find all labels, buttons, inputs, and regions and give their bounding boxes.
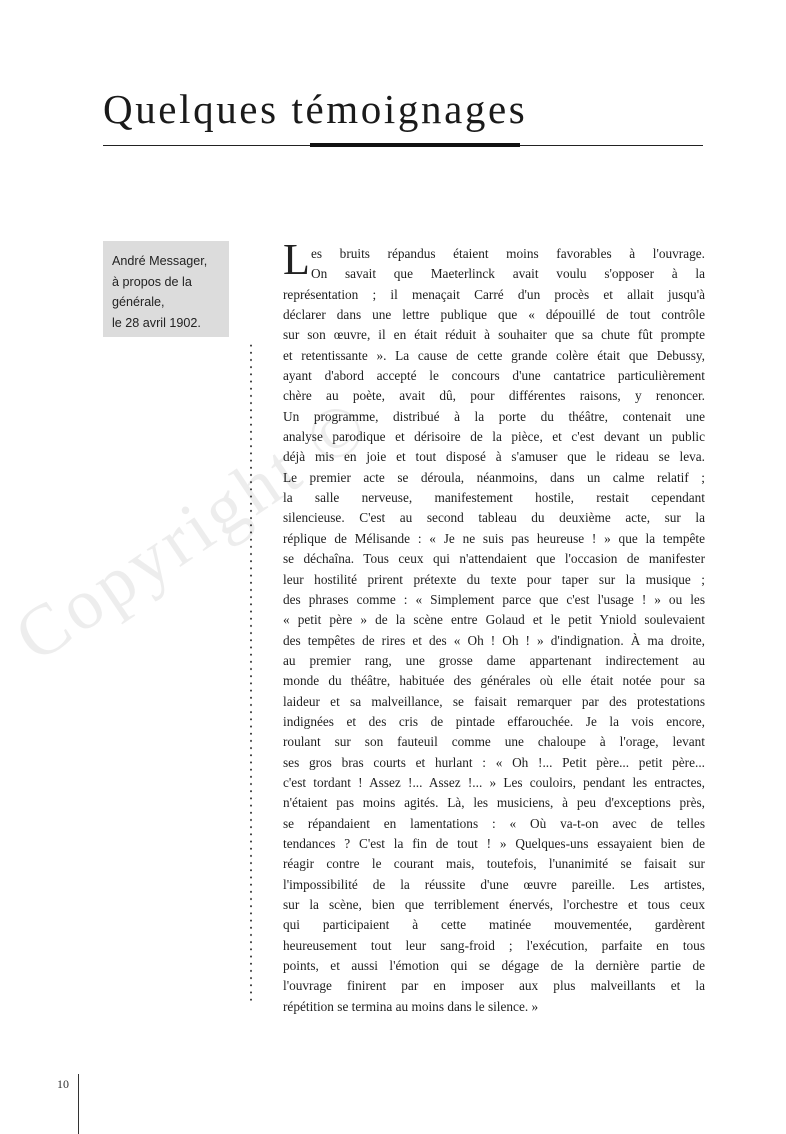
article-line: sur la scène, bien que terriblement énervés, l'orchestre et tous ceux	[283, 897, 705, 912]
article-line: déjà mis en joie et tout disposé à s'amuser que le rideau se leva.	[283, 449, 705, 465]
dotted-divider	[249, 342, 253, 1002]
page-number-rule	[78, 1074, 79, 1134]
article-line: se déchaîna. Tous ceux qui n'attendaient que l'occasion de manifester	[283, 551, 705, 567]
article-line: tendances ? C'est la fin de tout ! » Quelques-uns essayaient bien de	[283, 835, 705, 851]
article-line: répétition se termina au moins dans le silence. »	[283, 998, 539, 1014]
article-line: indignées et des cris de pintade effarouchée. Je la vois encore,	[283, 713, 705, 729]
article-line: sur son œuvre, il en était réduit à souhaiter que sa chute fût prompte	[283, 327, 705, 343]
article-line: monde du théâtre, habituée des générales où elle était notée pour sa	[283, 673, 705, 689]
article-line: des phrases comme : « Simplement parce que c'est l'usage ! » ou les	[283, 591, 705, 607]
article-line: déclarer dans une lettre publique que « dépouillé de tout contrôle	[283, 307, 705, 323]
attribution-line: le 28 avril 1902.	[112, 315, 201, 330]
article-line: représentation ; il menaçait Carré d'un procès et allait jusqu'à	[283, 286, 705, 302]
article-line: au premier rang, une grosse dame appartenant indirectement au	[283, 652, 705, 668]
article-line: la salle nerveuse, manifestement hostile, restait cependant	[283, 490, 705, 506]
article-line: leur hostilité prirent prétexte du texte pour taper sur la musique ;	[283, 571, 705, 587]
article-line: se répandaient en lamentations : « Où va-t-on avec de telles	[283, 815, 705, 831]
article-line: n'étaient pas moins agités. Là, les musiciens, à peu d'exceptions près,	[283, 795, 705, 811]
article-line: et retentissante ». La cause de cette grande colère était que Debussy,	[283, 347, 705, 363]
article-line: roulant sur son fauteuil comme une chaloupe à l'orage, levant	[283, 734, 705, 750]
article-line: réplique de Mélisande : « Je ne suis pas heureuse ! » que la tempête	[283, 530, 705, 546]
article-line: ses gros bras courts et hurlant : « Oh !... Petit père... petit père...	[283, 754, 705, 770]
article-line: ayant d'abord accepté le concours d'une cantatrice particulièrement	[283, 368, 705, 384]
article-line: « petit père » de la scène entre Golaud et le petit Yniold soulevaient	[283, 612, 705, 628]
drop-cap: L	[283, 235, 310, 284]
article-line: l'ouvrage finirent par en imposer aux plus malveillants et la	[283, 978, 705, 994]
article-line: Un programme, distribué à la porte du théâtre, contenait une	[283, 408, 705, 424]
article-line: points, et aussi l'émotion qui se dégage de la dernière partie de	[283, 958, 705, 974]
attribution-line: André Messager,	[112, 254, 208, 268]
article-line: laideur et sa malveillance, se faisait remarquer par des protestations	[283, 693, 705, 709]
article-body	[283, 244, 705, 1017]
article-line: des tempêtes de rires et des « Oh ! Oh ! » d'indignation. À ma droite,	[283, 632, 705, 648]
article-line: silencieuse. C'est au second tableau du deuxième acte, sur la	[283, 510, 705, 526]
attribution-line: à propos de la	[112, 274, 192, 289]
article-line: heureusement tout leur sang-froid ; l'exécution, parfaite en tous	[283, 937, 705, 953]
attribution-line: générale,	[112, 295, 165, 309]
article-line: qui participaient à cette matinée mouvementée, gardèrent	[283, 917, 705, 933]
copyright-watermark: Copyright ©	[0, 382, 385, 678]
article-line: analyse parodique et dérisoire de la pièce, et c'est devant un public	[283, 429, 705, 445]
article-line: Le premier acte se déroula, néanmoins, dans un calme relatif ;	[283, 469, 705, 485]
article-line: On savait que Maeterlinck avait voulu s'opposer à la	[311, 266, 705, 282]
article-line: c'est tordant ! Assez !... Assez !... » Les couloirs, pendant les entractes,	[283, 774, 705, 790]
page-title: Quelques témoignages	[103, 86, 528, 132]
article-line: es bruits répandus étaient moins favorables à l'ouvrage.	[311, 246, 705, 261]
article-line: réagir contre le courant mais, toutefois, l'unanimité se faisait sur	[283, 856, 705, 872]
article-line: l'impossibilité de la réussite d'une œuvre pareille. Les artistes,	[283, 876, 705, 892]
attribution-box	[103, 241, 229, 337]
article-line: chère au poète, avait dû, pour différentes raisons, y renoncer.	[283, 388, 705, 404]
title-rule-accent	[310, 143, 520, 147]
page-number: 10	[57, 1077, 69, 1091]
